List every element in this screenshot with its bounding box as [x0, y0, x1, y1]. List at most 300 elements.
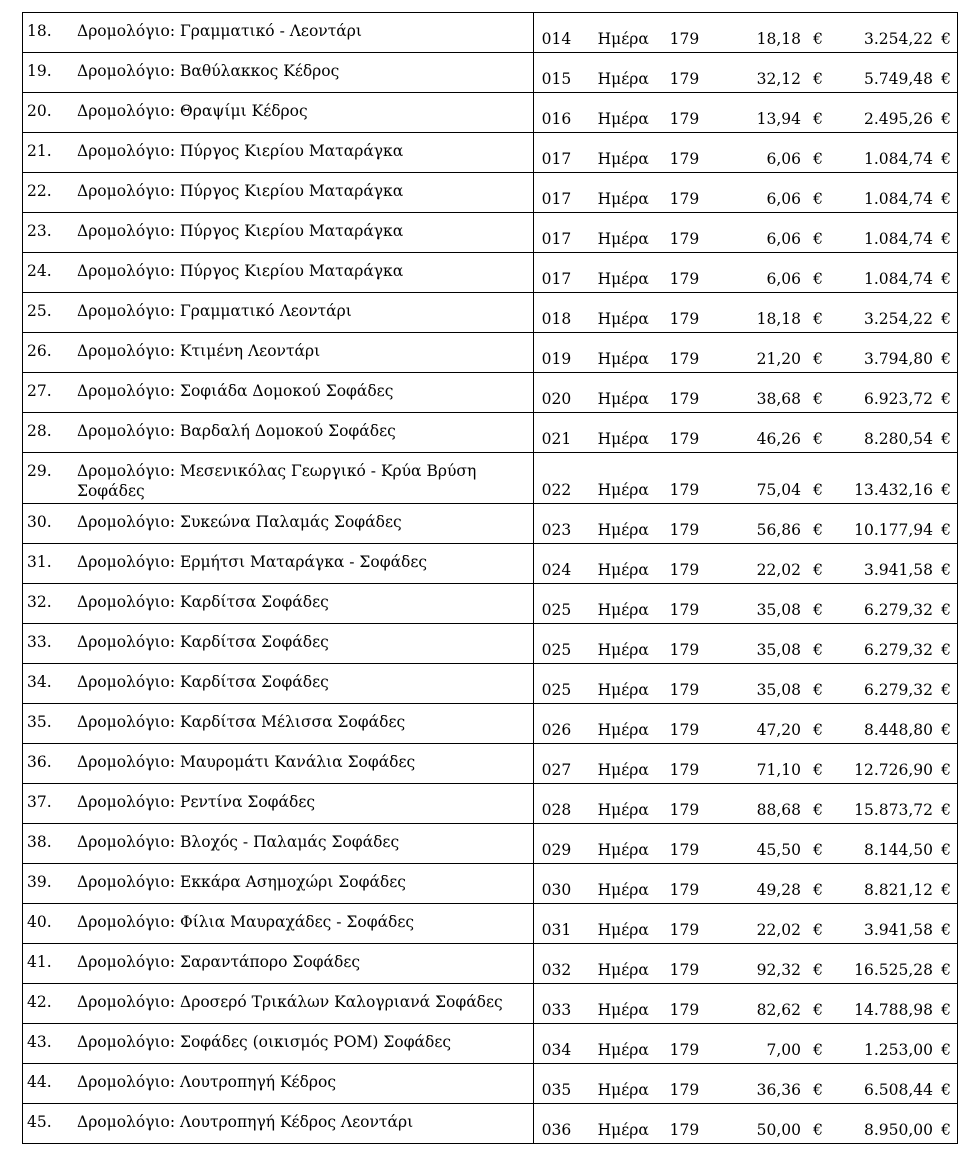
- days-count: 179: [669, 1081, 700, 1099]
- total-amount: 1.253,00: [863, 1041, 933, 1059]
- days-count: 179: [669, 230, 700, 248]
- table-row: [23, 1064, 958, 1104]
- daily-price: 35,08: [756, 601, 801, 619]
- route-description: Δρομολόγιο: Ερμήτσι Ματαράγκα - Σοφάδες: [77, 553, 428, 571]
- total-amount: 13.432,16: [854, 481, 933, 499]
- pricing-cell: [533, 93, 957, 133]
- euro-icon: €: [941, 70, 951, 88]
- table-row: [23, 624, 958, 664]
- days-count: 179: [669, 310, 700, 328]
- table-row: [23, 864, 958, 904]
- route-cell: [23, 744, 534, 784]
- unit-label: Ημέρα: [597, 841, 649, 859]
- daily-price: 35,08: [756, 681, 801, 699]
- pricing-cell: [533, 373, 957, 413]
- unit-label: Ημέρα: [597, 270, 649, 288]
- days-count: 179: [669, 350, 700, 368]
- row-number: 20.: [27, 102, 52, 120]
- row-number: 19.: [27, 62, 52, 80]
- days-count: 179: [669, 1001, 700, 1019]
- days-count: 179: [669, 721, 700, 739]
- route-cell: [23, 333, 534, 373]
- row-number: 33.: [27, 633, 52, 651]
- euro-icon: €: [941, 30, 951, 48]
- euro-icon: €: [813, 390, 823, 408]
- route-description: Δρομολόγιο: Ρεντίνα Σοφάδες: [77, 793, 316, 811]
- table-row: [23, 904, 958, 944]
- table-row: [23, 944, 958, 984]
- euro-icon: €: [941, 1081, 951, 1099]
- pricing-cell: [533, 584, 957, 624]
- daily-price: 22,02: [756, 921, 801, 939]
- daily-price: 13,94: [756, 110, 801, 128]
- euro-icon: €: [813, 961, 823, 979]
- route-cell: [23, 413, 534, 453]
- route-code: 017: [541, 270, 572, 288]
- euro-icon: €: [941, 310, 951, 328]
- route-description: Δρομολόγιο: Λουτροπηγή Κέδρος Λεοντάρι: [77, 1113, 414, 1131]
- row-number: 39.: [27, 873, 52, 891]
- table-row: [23, 784, 958, 824]
- unit-label: Ημέρα: [597, 390, 649, 408]
- total-amount: 8.448,80: [863, 721, 933, 739]
- row-number: 23.: [27, 222, 52, 240]
- route-cell: [23, 373, 534, 413]
- table-row: [23, 373, 958, 413]
- table-row: [23, 53, 958, 93]
- route-code: 030: [541, 881, 572, 899]
- route-description: Δρομολόγιο: Φίλια Μαυραχάδες - Σοφάδες: [77, 913, 415, 931]
- days-count: 179: [669, 841, 700, 859]
- row-number: 45.: [27, 1113, 52, 1131]
- pricing-cell: [533, 53, 957, 93]
- pricing-cell: [533, 544, 957, 584]
- route-cell: [23, 944, 534, 984]
- route-code: 031: [541, 921, 572, 939]
- unit-label: Ημέρα: [597, 801, 649, 819]
- unit-label: Ημέρα: [597, 921, 649, 939]
- unit-label: Ημέρα: [597, 190, 649, 208]
- route-cell: [23, 904, 534, 944]
- route-cell: [23, 133, 534, 173]
- euro-icon: €: [941, 430, 951, 448]
- pricing-cell: [533, 784, 957, 824]
- table-row: [23, 664, 958, 704]
- route-cell: [23, 704, 534, 744]
- daily-price: 45,50: [756, 841, 801, 859]
- total-amount: 3.941,58: [863, 921, 933, 939]
- daily-price: 6,06: [766, 150, 801, 168]
- total-amount: 3.254,22: [863, 30, 933, 48]
- total-amount: 2.495,26: [863, 110, 933, 128]
- euro-icon: €: [813, 801, 823, 819]
- route-description: Δρομολόγιο: Καρδίτσα Σοφάδες: [77, 673, 329, 691]
- pricing-cell: [533, 824, 957, 864]
- euro-icon: €: [941, 390, 951, 408]
- daily-price: 88,68: [756, 801, 801, 819]
- row-number: 40.: [27, 913, 52, 931]
- route-code: 034: [541, 1041, 572, 1059]
- daily-price: 75,04: [756, 481, 801, 499]
- total-amount: 3.941,58: [863, 561, 933, 579]
- euro-icon: €: [813, 310, 823, 328]
- route-description: Δρομολόγιο: Σοφάδες (οικισμός ΡΟΜ) Σοφάδες: [77, 1033, 452, 1051]
- row-number: 26.: [27, 342, 52, 360]
- pricing-cell: [533, 453, 957, 504]
- table-row: [23, 744, 958, 784]
- table-row: [23, 704, 958, 744]
- total-amount: 6.279,32: [863, 641, 933, 659]
- days-count: 179: [669, 110, 700, 128]
- euro-icon: €: [941, 150, 951, 168]
- route-code: 029: [541, 841, 572, 859]
- table-row: [23, 333, 958, 373]
- table-row: [23, 984, 958, 1024]
- route-cell: [23, 1024, 534, 1064]
- daily-price: 71,10: [756, 761, 801, 779]
- pricing-cell: [533, 413, 957, 453]
- euro-icon: €: [941, 270, 951, 288]
- euro-icon: €: [813, 30, 823, 48]
- euro-icon: €: [941, 841, 951, 859]
- pricing-cell: [533, 904, 957, 944]
- days-count: 179: [669, 921, 700, 939]
- route-description: Δρομολόγιο: Βαθύλακκος Κέδρος: [77, 62, 340, 80]
- route-cell: [23, 1064, 534, 1104]
- euro-icon: €: [813, 641, 823, 659]
- row-number: 24.: [27, 262, 52, 280]
- euro-icon: €: [941, 481, 951, 499]
- route-description: Δρομολόγιο: Σοφιάδα Δομοκού Σοφάδες: [77, 382, 394, 400]
- route-cell: [23, 53, 534, 93]
- euro-icon: €: [941, 350, 951, 368]
- table-row: [23, 1024, 958, 1064]
- total-amount: 8.821,12: [863, 881, 933, 899]
- row-number: 27.: [27, 382, 52, 400]
- unit-label: Ημέρα: [597, 310, 649, 328]
- euro-icon: €: [941, 721, 951, 739]
- total-amount: 3.254,22: [863, 310, 933, 328]
- route-description: Δρομολόγιο: Λουτροπηγή Κέδρος: [77, 1073, 337, 1091]
- table-row: [23, 1104, 958, 1144]
- euro-icon: €: [941, 230, 951, 248]
- euro-icon: €: [813, 481, 823, 499]
- days-count: 179: [669, 1041, 700, 1059]
- unit-label: Ημέρα: [597, 881, 649, 899]
- route-description: Δρομολόγιο: Καρδίτσα Σοφάδες: [77, 593, 329, 611]
- euro-icon: €: [813, 230, 823, 248]
- total-amount: 1.084,74: [863, 270, 933, 288]
- route-cell: [23, 864, 534, 904]
- route-code: 016: [541, 110, 572, 128]
- route-code: 025: [541, 641, 572, 659]
- daily-price: 21,20: [756, 350, 801, 368]
- unit-label: Ημέρα: [597, 430, 649, 448]
- days-count: 179: [669, 561, 700, 579]
- unit-label: Ημέρα: [597, 30, 649, 48]
- days-count: 179: [669, 801, 700, 819]
- daily-price: 92,32: [756, 961, 801, 979]
- daily-price: 6,06: [766, 190, 801, 208]
- daily-price: 32,12: [756, 70, 801, 88]
- euro-icon: €: [813, 1081, 823, 1099]
- route-cell: [23, 253, 534, 293]
- route-cell: [23, 293, 534, 333]
- route-cell: [23, 544, 534, 584]
- daily-price: 6,06: [766, 270, 801, 288]
- pricing-cell: [533, 624, 957, 664]
- row-number: 38.: [27, 833, 52, 851]
- pricing-cell: [533, 1104, 957, 1144]
- daily-price: 50,00: [756, 1121, 801, 1139]
- total-amount: 8.280,54: [863, 430, 933, 448]
- daily-price: 56,86: [756, 521, 801, 539]
- total-amount: 1.084,74: [863, 190, 933, 208]
- pricing-cell: [533, 944, 957, 984]
- euro-icon: €: [941, 681, 951, 699]
- days-count: 179: [669, 681, 700, 699]
- daily-price: 18,18: [756, 310, 801, 328]
- pricing-cell: [533, 664, 957, 704]
- pricing-cell: [533, 1064, 957, 1104]
- euro-icon: €: [941, 1121, 951, 1139]
- route-description: Δρομολόγιο: Πύργος Κιερίου Ματαράγκα: [77, 182, 404, 200]
- route-code: 017: [541, 230, 572, 248]
- euro-icon: €: [813, 921, 823, 939]
- euro-icon: €: [813, 561, 823, 579]
- euro-icon: €: [813, 1121, 823, 1139]
- total-amount: 8.950,00: [863, 1121, 933, 1139]
- total-amount: 10.177,94: [854, 521, 933, 539]
- euro-icon: €: [941, 881, 951, 899]
- euro-icon: €: [813, 681, 823, 699]
- route-code: 035: [541, 1081, 572, 1099]
- table-row: [23, 504, 958, 544]
- daily-price: 36,36: [756, 1081, 801, 1099]
- unit-label: Ημέρα: [597, 1041, 649, 1059]
- days-count: 179: [669, 430, 700, 448]
- route-description: Δρομολόγιο: Πύργος Κιερίου Ματαράγκα: [77, 142, 404, 160]
- route-code: 024: [541, 561, 572, 579]
- route-description: Δρομολόγιο: Θραψίμι Κέδρος: [77, 102, 308, 120]
- daily-price: 46,26: [756, 430, 801, 448]
- daily-price: 6,06: [766, 230, 801, 248]
- pricing-cell: [533, 333, 957, 373]
- euro-icon: €: [941, 1041, 951, 1059]
- routes-table-body: [23, 13, 958, 1144]
- days-count: 179: [669, 641, 700, 659]
- euro-icon: €: [813, 430, 823, 448]
- route-code: 025: [541, 601, 572, 619]
- total-amount: 12.726,90: [854, 761, 933, 779]
- table-row: [23, 413, 958, 453]
- route-code: 017: [541, 190, 572, 208]
- route-code: 019: [541, 350, 572, 368]
- route-cell: [23, 984, 534, 1024]
- route-cell: [23, 624, 534, 664]
- pricing-cell: [533, 984, 957, 1024]
- route-description: Δρομολόγιο: Δροσερό Τρικάλων Καλογριανά Σοφάδες: [77, 993, 503, 1011]
- days-count: 179: [669, 270, 700, 288]
- pricing-cell: [533, 173, 957, 213]
- daily-price: 49,28: [756, 881, 801, 899]
- route-code: 032: [541, 961, 572, 979]
- daily-price: 82,62: [756, 1001, 801, 1019]
- unit-label: Ημέρα: [597, 230, 649, 248]
- routes-table: [22, 12, 958, 1144]
- unit-label: Ημέρα: [597, 150, 649, 168]
- unit-label: Ημέρα: [597, 641, 649, 659]
- unit-label: Ημέρα: [597, 350, 649, 368]
- euro-icon: €: [941, 921, 951, 939]
- row-number: 44.: [27, 1073, 52, 1091]
- euro-icon: €: [941, 601, 951, 619]
- days-count: 179: [669, 601, 700, 619]
- row-number: 42.: [27, 993, 52, 1011]
- unit-label: Ημέρα: [597, 481, 649, 499]
- row-number: 31.: [27, 553, 52, 571]
- table-row: [23, 453, 958, 504]
- route-cell: [23, 824, 534, 864]
- daily-price: 35,08: [756, 641, 801, 659]
- euro-icon: €: [813, 881, 823, 899]
- table-row: [23, 13, 958, 53]
- table-row: [23, 173, 958, 213]
- route-description: Δρομολόγιο: Βαρδαλή Δομοκού Σοφάδες: [77, 422, 396, 440]
- route-code: 018: [541, 310, 572, 328]
- euro-icon: €: [813, 70, 823, 88]
- row-number: 37.: [27, 793, 52, 811]
- days-count: 179: [669, 190, 700, 208]
- row-number: 29.: [27, 462, 52, 480]
- total-amount: 1.084,74: [863, 150, 933, 168]
- pricing-cell: [533, 133, 957, 173]
- row-number: 30.: [27, 513, 52, 531]
- total-amount: 16.525,28: [854, 961, 933, 979]
- total-amount: 3.794,80: [863, 350, 933, 368]
- euro-icon: €: [941, 561, 951, 579]
- euro-icon: €: [813, 1001, 823, 1019]
- days-count: 179: [669, 761, 700, 779]
- euro-icon: €: [813, 150, 823, 168]
- route-code: 036: [541, 1121, 572, 1139]
- route-cell: [23, 584, 534, 624]
- pricing-cell: [533, 704, 957, 744]
- total-amount: 1.084,74: [863, 230, 933, 248]
- route-cell: [23, 213, 534, 253]
- total-amount: 5.749,48: [863, 70, 933, 88]
- pricing-cell: [533, 253, 957, 293]
- total-amount: 8.144,50: [863, 841, 933, 859]
- unit-label: Ημέρα: [597, 721, 649, 739]
- daily-price: 38,68: [756, 390, 801, 408]
- route-code: 026: [541, 721, 572, 739]
- unit-label: Ημέρα: [597, 561, 649, 579]
- row-number: 25.: [27, 302, 52, 320]
- euro-icon: €: [941, 521, 951, 539]
- route-cell: [23, 784, 534, 824]
- pricing-cell: [533, 864, 957, 904]
- row-number: 22.: [27, 182, 52, 200]
- route-code: 020: [541, 390, 572, 408]
- days-count: 179: [669, 961, 700, 979]
- unit-label: Ημέρα: [597, 1081, 649, 1099]
- row-number: 36.: [27, 753, 52, 771]
- days-count: 179: [669, 1121, 700, 1139]
- route-code: 022: [541, 481, 572, 499]
- daily-price: 22,02: [756, 561, 801, 579]
- total-amount: 14.788,98: [854, 1001, 933, 1019]
- table-row: [23, 133, 958, 173]
- days-count: 179: [669, 390, 700, 408]
- route-description: Δρομολόγιο: Πύργος Κιερίου Ματαράγκα: [77, 262, 404, 280]
- route-description: Δρομολόγιο: Σαραντάπορο Σοφάδες: [77, 953, 361, 971]
- pricing-cell: [533, 213, 957, 253]
- euro-icon: €: [941, 1001, 951, 1019]
- route-code: 025: [541, 681, 572, 699]
- total-amount: 6.923,72: [863, 390, 933, 408]
- row-number: 28.: [27, 422, 52, 440]
- route-cell: [23, 504, 534, 544]
- route-description: Δρομολόγιο: Πύργος Κιερίου Ματαράγκα: [77, 222, 404, 240]
- route-description: Δρομολόγιο: Γραμματικό Λεοντάρι: [77, 302, 352, 320]
- unit-label: Ημέρα: [597, 1001, 649, 1019]
- unit-label: Ημέρα: [597, 521, 649, 539]
- pricing-cell: [533, 13, 957, 53]
- total-amount: 6.279,32: [863, 601, 933, 619]
- euro-icon: €: [813, 841, 823, 859]
- table-row: [23, 293, 958, 333]
- route-cell: [23, 13, 534, 53]
- table-row: [23, 544, 958, 584]
- pricing-cell: [533, 744, 957, 784]
- euro-icon: €: [813, 521, 823, 539]
- euro-icon: €: [813, 270, 823, 288]
- route-cell: [23, 453, 534, 504]
- unit-label: Ημέρα: [597, 70, 649, 88]
- pricing-cell: [533, 1024, 957, 1064]
- pricing-cell: [533, 504, 957, 544]
- route-cell: [23, 93, 534, 133]
- days-count: 179: [669, 521, 700, 539]
- route-cell: [23, 173, 534, 213]
- total-amount: 15.873,72: [854, 801, 933, 819]
- pricing-cell: [533, 293, 957, 333]
- route-description: Δρομολόγιο: Μαυρομάτι Κανάλια Σοφάδες: [77, 753, 416, 771]
- route-description: Δρομολόγιο: Μεσενικόλας Γεωργικό - Κρύα Βρύση Σοφάδες: [77, 462, 477, 501]
- row-number: 35.: [27, 713, 52, 731]
- euro-icon: €: [813, 190, 823, 208]
- euro-icon: €: [941, 801, 951, 819]
- table-row: [23, 253, 958, 293]
- row-number: 18.: [27, 22, 52, 40]
- route-code: 015: [541, 70, 572, 88]
- row-number: 43.: [27, 1033, 52, 1051]
- euro-icon: €: [941, 190, 951, 208]
- route-code: 023: [541, 521, 572, 539]
- row-number: 41.: [27, 953, 52, 971]
- days-count: 179: [669, 481, 700, 499]
- route-description: Δρομολόγιο: Κτιμένη Λεοντάρι: [77, 342, 321, 360]
- row-number: 21.: [27, 142, 52, 160]
- route-code: 014: [541, 30, 572, 48]
- euro-icon: €: [941, 961, 951, 979]
- euro-icon: €: [813, 761, 823, 779]
- euro-icon: €: [813, 601, 823, 619]
- days-count: 179: [669, 70, 700, 88]
- unit-label: Ημέρα: [597, 961, 649, 979]
- unit-label: Ημέρα: [597, 601, 649, 619]
